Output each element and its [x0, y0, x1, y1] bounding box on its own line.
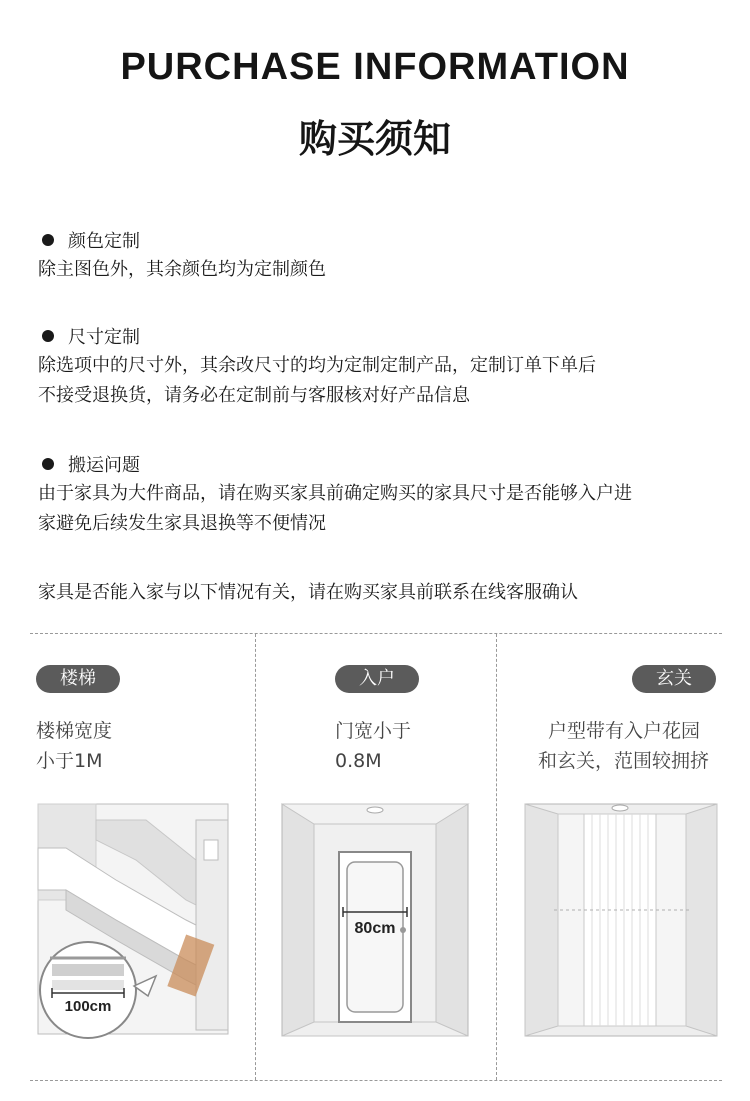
entry-desc-line1: 门宽小于 — [335, 720, 412, 742]
divider-column-2 — [496, 634, 497, 1080]
stairs-desc-line2: 小于1M — [36, 750, 103, 772]
door-illustration — [281, 800, 471, 1040]
divider-bottom — [30, 1080, 722, 1081]
contact-note: 家具是否能入家与以下情况有关，请在购买家具前联系在线客服确认 — [38, 582, 578, 603]
hallway-desc-line2: 和玄关，范围较拥挤 — [538, 750, 710, 772]
bullet-icon — [42, 234, 54, 246]
tag-entry: 入户 — [335, 665, 419, 693]
section-text: 除主图色外，其余颜色均为定制颜色 — [38, 259, 326, 280]
hallway-desc-line1: 户型带有入户花园 — [548, 720, 701, 742]
page-title-zh: 购买须知 — [298, 117, 451, 161]
section-text: 家避免后续发生家具退换等不便情况 — [38, 513, 326, 534]
stairs-width-label: 100cm — [64, 998, 112, 1015]
hallway-illustration — [524, 800, 720, 1040]
section-text: 不接受退换货，请务必在定制前与客服核对好产品信息 — [38, 385, 470, 406]
door-width-label: 80cm — [354, 920, 396, 937]
section-text: 除选项中的尺寸外，其余改尺寸的均为定制定制产品，定制订单下单后 — [38, 355, 596, 376]
divider-top — [30, 633, 722, 634]
section-delivery — [38, 449, 728, 539]
entry-desc-line2: 0.8M — [335, 750, 382, 772]
section-text: 由于家具为大件商品，请在购买家具前确定购买的家具尺寸是否能够入户进 — [38, 483, 632, 504]
section-title: 颜色定制 — [68, 231, 140, 252]
tag-stairs: 楼梯 — [36, 665, 120, 693]
section-color-custom — [38, 225, 728, 285]
section-title: 搬运问题 — [68, 455, 140, 476]
stairs-illustration — [36, 800, 236, 1040]
bullet-icon — [42, 330, 54, 342]
stairs-desc-line1: 楼梯宽度 — [36, 720, 113, 742]
divider-column-1 — [255, 634, 256, 1080]
tag-hallway: 玄关 — [632, 665, 716, 693]
section-size-custom — [38, 321, 728, 411]
page-title-en: PURCHASE INFORMATION — [120, 46, 630, 88]
section-title: 尺寸定制 — [68, 327, 140, 348]
bullet-icon — [42, 458, 54, 470]
